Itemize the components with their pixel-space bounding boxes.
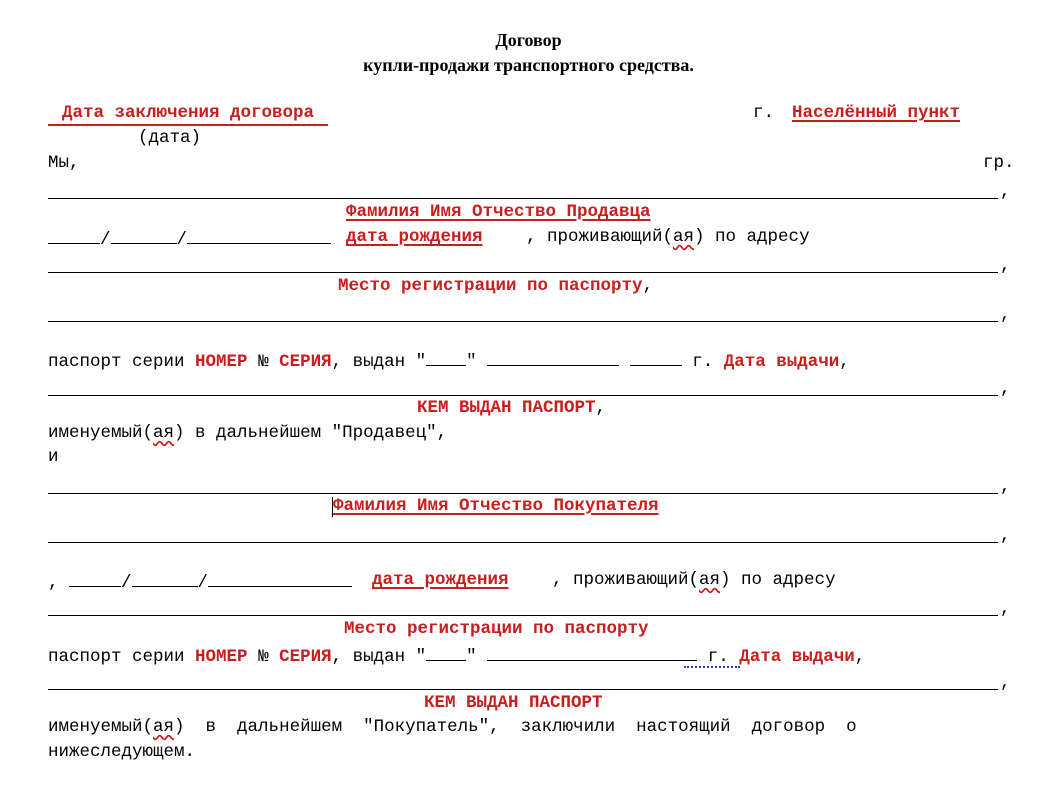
seller-passport-line: паспорт серии НОМЕР № СЕРИЯ, выдан " " г. Дата выдачи, (48, 349, 850, 372)
seller-issued-by[interactable]: КЕМ ВЫДАН ПАСПОРТ, (417, 398, 607, 418)
buyer-issued-by-line[interactable] (48, 689, 998, 690)
buyer-reg-place[interactable]: Место регистрации по паспорту (344, 619, 649, 639)
contract-date-field[interactable]: Дата заключения договора (48, 103, 328, 126)
buyer-issued-by[interactable]: КЕМ ВЫДАН ПАСПОРТ (424, 693, 603, 713)
buyer-name-line[interactable] (48, 493, 998, 494)
seller-named-text: именуемый(ая) в дальнейшем "Продавец", (48, 423, 448, 443)
seller-passport-series[interactable]: СЕРИЯ (279, 352, 332, 372)
buyer-passport-number[interactable]: НОМЕР (195, 647, 248, 667)
seller-dob-field[interactable]: дата рождения (346, 227, 483, 247)
date-hint: (дата) (138, 128, 202, 148)
seller-name-line[interactable] (48, 198, 998, 199)
city-prefix: г. (753, 103, 775, 123)
document-title: Договор (495, 30, 562, 50)
buyer-named-end: нижеследующем. (48, 742, 196, 762)
comma: , (1000, 182, 1011, 202)
comma: , (1000, 673, 1011, 693)
document-subtitle: купли-продажи транспортного средства. (363, 55, 694, 75)
seller-address-line-2[interactable] (48, 321, 998, 322)
seller-address-line[interactable] (48, 272, 998, 273)
comma: , (1000, 379, 1011, 399)
comma: , (1000, 599, 1011, 619)
seller-reg-place[interactable]: Место регистрации по паспорту, (338, 276, 654, 296)
comma: , (1000, 256, 1011, 276)
seller-fio-field[interactable]: Фамилия Имя Отчество Продавца (346, 202, 651, 222)
buyer-named-text: именуемый(ая) в дальнейшем "Покупатель", заключили настоящий договор о (48, 717, 857, 737)
buyer-address-line[interactable] (48, 615, 998, 616)
buyer-residing-text: , проживающий(ая) по адресу (552, 570, 836, 590)
buyer-fio-field[interactable]: Фамилия Имя Отчество Покупателя (333, 496, 659, 516)
seller-issued-by-line[interactable] (48, 395, 998, 396)
spellcheck-mark (684, 660, 740, 668)
buyer-dob-blanks[interactable]: , / / (48, 570, 352, 593)
comma: , (1000, 526, 1011, 546)
seller-residing-text: , проживающий(ая) по адресу (526, 227, 810, 247)
buyer-name-line-2[interactable] (48, 542, 998, 543)
intro-citizen: гр. (983, 153, 1015, 173)
and-text: и (48, 447, 59, 467)
city-field[interactable]: Населённый пункт (792, 103, 961, 123)
buyer-issue-date[interactable]: Дата выдачи (739, 647, 855, 667)
buyer-dob-field[interactable]: дата рождения (372, 570, 509, 590)
seller-issue-date[interactable]: Дата выдачи (723, 352, 840, 372)
comma: , (1000, 305, 1011, 325)
buyer-passport-line: паспорт серии НОМЕР № СЕРИЯ, выдан " " г. Дата выдачи, (48, 644, 865, 667)
comma: , (1000, 477, 1011, 497)
intro-we: Мы, (48, 153, 80, 173)
buyer-passport-series[interactable]: СЕРИЯ (279, 647, 332, 667)
seller-passport-number[interactable]: НОМЕР (195, 352, 248, 372)
seller-dob-blanks[interactable]: / / (48, 227, 331, 250)
